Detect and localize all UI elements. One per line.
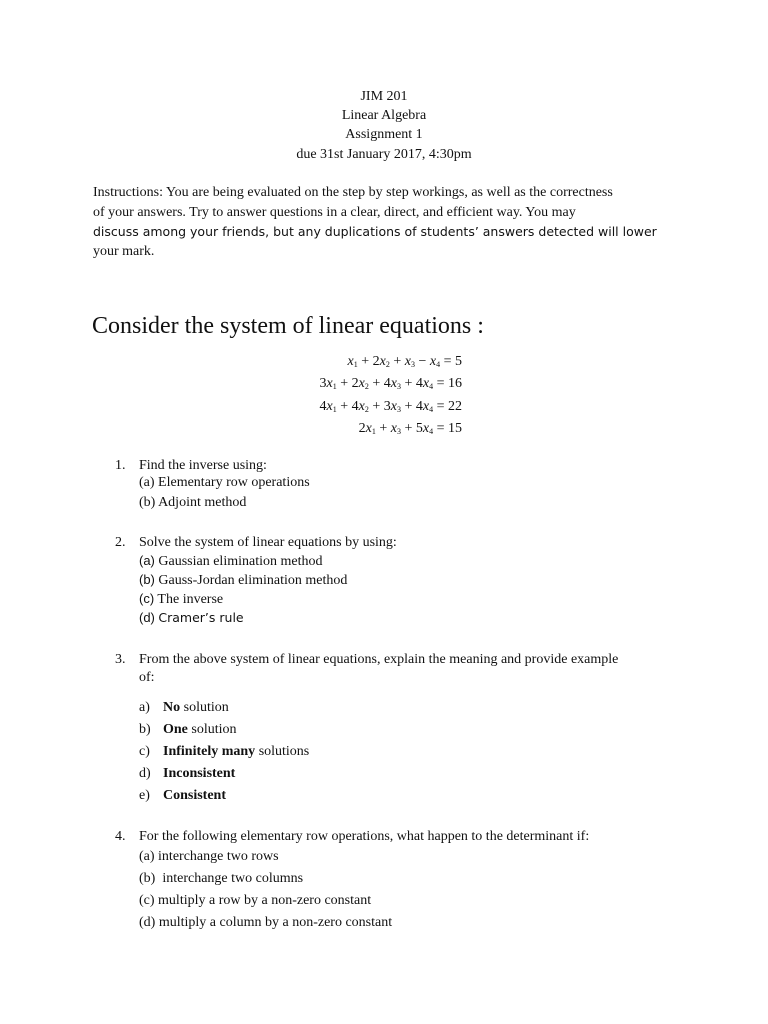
q2-a-label: (a) (139, 553, 155, 568)
q3-d-label: d) (139, 766, 151, 781)
q4-c-label: (c) (139, 893, 155, 908)
q4-d-text: multiply a column by a non-zero constant (158, 915, 393, 930)
q2-c-text: The inverse (157, 592, 224, 607)
question-4-number: 4. (115, 829, 126, 844)
q3-b-bold: One (163, 722, 188, 737)
q4-a-label: (a) (139, 849, 155, 864)
q2-c-label: (c) (139, 591, 155, 606)
q3-b-text: solution (187, 722, 237, 737)
q3-b-label: b) (139, 722, 151, 737)
question-3-text-2: of: (139, 670, 155, 685)
q3-a-bold: No (163, 700, 181, 715)
equation-1: $x_1 + 2x_2 + x_3 - x_4 = 5$ (347, 354, 462, 369)
q3-a-text: solution (180, 700, 229, 715)
q2-a-text: Gaussian elimination method (158, 554, 323, 569)
q4-a-text: interchange two rows (158, 849, 279, 864)
q1-b-text: Adjoint method (158, 495, 247, 510)
q3-d-bold: Inconsistent (163, 766, 236, 781)
question-1-text: Find the inverse using: (139, 458, 267, 473)
q2-d-text: Cramer’s rule (158, 610, 244, 625)
q1-a-label: (a) (139, 475, 155, 490)
q4-b-text: interchange two columns (158, 871, 304, 886)
q4-b-label: (b) (139, 871, 156, 886)
q4-c-text: multiply a row by a non-zero constant (158, 893, 372, 908)
instructions-line-1: Instructions: You are being evaluated on the step by step workings, as well as the correctness (93, 185, 613, 200)
assignment-title: Assignment 1 (345, 127, 423, 142)
q1-b-label: (b) (139, 495, 156, 510)
instructions (93, 183, 683, 261)
instructions-line-4: your mark. (93, 243, 155, 259)
question-1-number: 1. (115, 458, 126, 473)
q2-b-text: Gauss-Jordan elimination method (158, 573, 348, 588)
q3-e-bold: Consistent (163, 788, 227, 803)
q4-d-label: (d) (139, 915, 156, 930)
q2-d-label: (d) (139, 610, 155, 625)
question-3-number: 3. (115, 652, 126, 667)
equation-2: $3x_1 + 2x_2 + 4x_3 + 4x_4 = 16$ (319, 376, 462, 391)
equation-3: $4x_1 + 4x_2 + 3x_3 + 4x_4 = 22$ (319, 399, 462, 414)
question-3-text-1: From the above system of linear equations, explain the meaning and provide example (139, 652, 619, 667)
q3-c-label: c) (139, 744, 150, 759)
course-name: Linear Algebra (341, 108, 427, 123)
q3-a-label: a) (139, 700, 150, 715)
q2-b-label: (b) (139, 572, 155, 587)
section-heading: Consider the system of linear equations : (92, 313, 484, 339)
due-date: due 31st January 2017, 4:30pm (296, 147, 472, 162)
instructions-line-3: discuss among your friends, but any duplications of students’ answers detected will lower (93, 224, 657, 239)
course-code: JIM 201 (360, 89, 408, 104)
question-4-text: For the following elementary row operations, what happen to the determinant if: (139, 829, 590, 844)
question-2-text: Solve the system of linear equations by using: (139, 535, 397, 550)
q3-c-text: solutions (255, 744, 310, 759)
q3-c-bold: Infinitely many (163, 744, 256, 759)
question-2-number: 2. (115, 535, 126, 550)
q1-a-text: Elementary row operations (158, 475, 310, 490)
q3-e-label: e) (139, 788, 150, 803)
equation-4: $2x_1 + x_3 + 5x_4 = 15$ (358, 421, 462, 436)
instructions-line-2: of your answers. Try to answer questions in a clear, direct, and efficient way. You may (93, 204, 576, 220)
